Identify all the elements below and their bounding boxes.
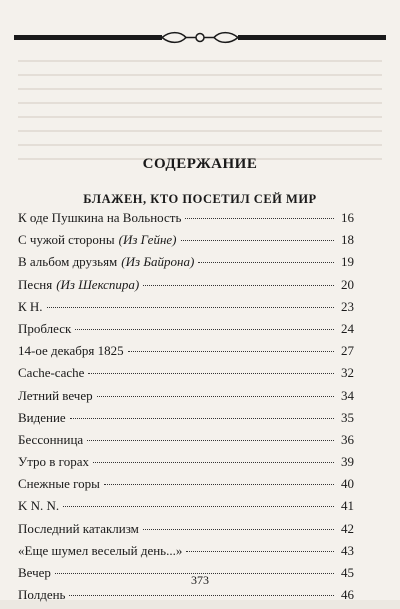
dot-leader bbox=[104, 484, 334, 485]
toc-entry bbox=[18, 587, 354, 609]
toc-entry-title: «Еще шумел веселый день...» bbox=[18, 542, 183, 558]
toc-entry-page: 32 bbox=[341, 365, 354, 381]
toc-entry bbox=[18, 454, 354, 476]
toc-entry-source: (Из Байрона) bbox=[121, 254, 195, 270]
dot-leader bbox=[97, 396, 334, 397]
dot-leader bbox=[143, 529, 334, 530]
toc-entry-title: Летний вечер bbox=[18, 387, 93, 403]
toc-entry bbox=[18, 343, 354, 365]
toc-entry bbox=[18, 232, 354, 254]
toc-entry-title: Снежные горы bbox=[18, 476, 100, 492]
toc-entry-page: 16 bbox=[341, 210, 354, 225]
toc-entry-title: Песня bbox=[18, 276, 53, 292]
dot-leader bbox=[198, 262, 334, 263]
toc-entry bbox=[18, 299, 354, 321]
toc-entry-title: Бессонница bbox=[18, 431, 84, 447]
toc-entry-page: 41 bbox=[341, 498, 354, 514]
toc-entry-page: 36 bbox=[341, 431, 354, 447]
toc-entry-title: Полдень bbox=[18, 587, 66, 603]
dot-leader bbox=[181, 240, 335, 241]
toc-entry-page: 27 bbox=[341, 343, 354, 359]
toc-entry-title: 14-ое декабря 1825 bbox=[18, 343, 124, 359]
page-number: 373 bbox=[191, 573, 209, 587]
toc-entry-page: 18 bbox=[341, 232, 354, 248]
toc-entry-title: K N. N. bbox=[18, 498, 60, 514]
toc-entry-label bbox=[18, 388, 93, 404]
dot-leader bbox=[186, 551, 334, 552]
toc-entry-label bbox=[18, 232, 177, 248]
toc-entry-page: 35 bbox=[341, 409, 354, 425]
toc-entry-title: Проблеск bbox=[18, 320, 72, 336]
toc-entry-page: 46 bbox=[341, 587, 354, 603]
section-title: БЛАЖЕН, КТО ПОСЕТИЛ СЕЙ МИР bbox=[83, 192, 317, 206]
dot-leader bbox=[88, 373, 334, 374]
toc-entry-title: Видение bbox=[18, 409, 66, 425]
toc-entry bbox=[18, 277, 354, 299]
toc-entry bbox=[18, 543, 354, 565]
dot-leader bbox=[185, 218, 334, 219]
ornamental-divider bbox=[14, 31, 386, 45]
toc-entry-label bbox=[18, 210, 181, 226]
toc-entry-label bbox=[18, 432, 83, 448]
toc-entry-source: (Из Шекспира) bbox=[56, 276, 140, 292]
toc-entry-page: 45 bbox=[341, 565, 354, 580]
toc-entry-label bbox=[18, 410, 66, 426]
toc-entry-title: Cache-cache bbox=[18, 365, 85, 381]
dot-leader bbox=[47, 307, 334, 308]
toc-entry bbox=[18, 498, 354, 520]
toc-entry-title: С чужой стороны bbox=[18, 232, 115, 248]
toc-entry-label bbox=[18, 299, 43, 315]
toc-entry bbox=[18, 476, 354, 498]
dot-leader bbox=[70, 418, 334, 419]
toc-entry-label bbox=[18, 343, 124, 359]
toc-entry bbox=[18, 210, 354, 232]
dot-leader bbox=[87, 440, 334, 441]
toc-entry bbox=[18, 410, 354, 432]
toc-entry-label bbox=[18, 543, 182, 559]
toc-entry-page: 40 bbox=[341, 476, 354, 492]
toc-entry-label bbox=[18, 454, 89, 470]
toc-entry bbox=[18, 388, 354, 410]
table-of-contents bbox=[18, 210, 354, 609]
toc-entry-title: Утро в горах bbox=[18, 454, 89, 470]
toc-entry-title: Последний катаклизм bbox=[18, 520, 139, 536]
toc-entry-title: В альбом друзьям bbox=[18, 254, 118, 270]
toc-entry-page: 34 bbox=[341, 387, 354, 403]
toc-entry-title: К Н. bbox=[18, 298, 43, 314]
dot-leader bbox=[75, 329, 334, 330]
toc-entry-label bbox=[18, 498, 59, 514]
toc-entry-label bbox=[18, 587, 65, 603]
dot-leader bbox=[63, 506, 334, 507]
toc-entry bbox=[18, 254, 354, 276]
dot-leader bbox=[128, 351, 334, 352]
toc-entry-page: 20 bbox=[341, 276, 354, 292]
dot-leader bbox=[69, 595, 334, 596]
toc-entry bbox=[18, 432, 354, 454]
toc-entry-page: 43 bbox=[341, 542, 354, 558]
toc-entry bbox=[18, 365, 354, 387]
toc-entry-title: К оде Пушкина на Вольность bbox=[18, 210, 182, 225]
toc-entry-page: 24 bbox=[341, 320, 354, 336]
toc-entry-label bbox=[18, 365, 84, 381]
toc-entry-label bbox=[18, 521, 139, 537]
toc-entry-page: 23 bbox=[341, 298, 354, 314]
toc-entry-label bbox=[18, 321, 71, 337]
dot-leader bbox=[93, 462, 334, 463]
toc-entry bbox=[18, 521, 354, 543]
dot-leader bbox=[143, 285, 334, 286]
toc-entry-label bbox=[18, 254, 194, 270]
toc-entry-page: 39 bbox=[341, 454, 354, 470]
toc-entry bbox=[18, 321, 354, 343]
contents-heading: СОДЕРЖАНИЕ bbox=[142, 156, 258, 172]
toc-entry-page: 19 bbox=[341, 254, 354, 270]
toc-entry-title: Вечер bbox=[18, 565, 51, 580]
toc-entry-label bbox=[18, 476, 100, 492]
toc-entry-source: (Из Гейне) bbox=[118, 232, 177, 248]
toc-entry-label bbox=[18, 277, 139, 293]
toc-entry-page: 42 bbox=[341, 520, 354, 536]
show-through-text bbox=[18, 48, 382, 158]
